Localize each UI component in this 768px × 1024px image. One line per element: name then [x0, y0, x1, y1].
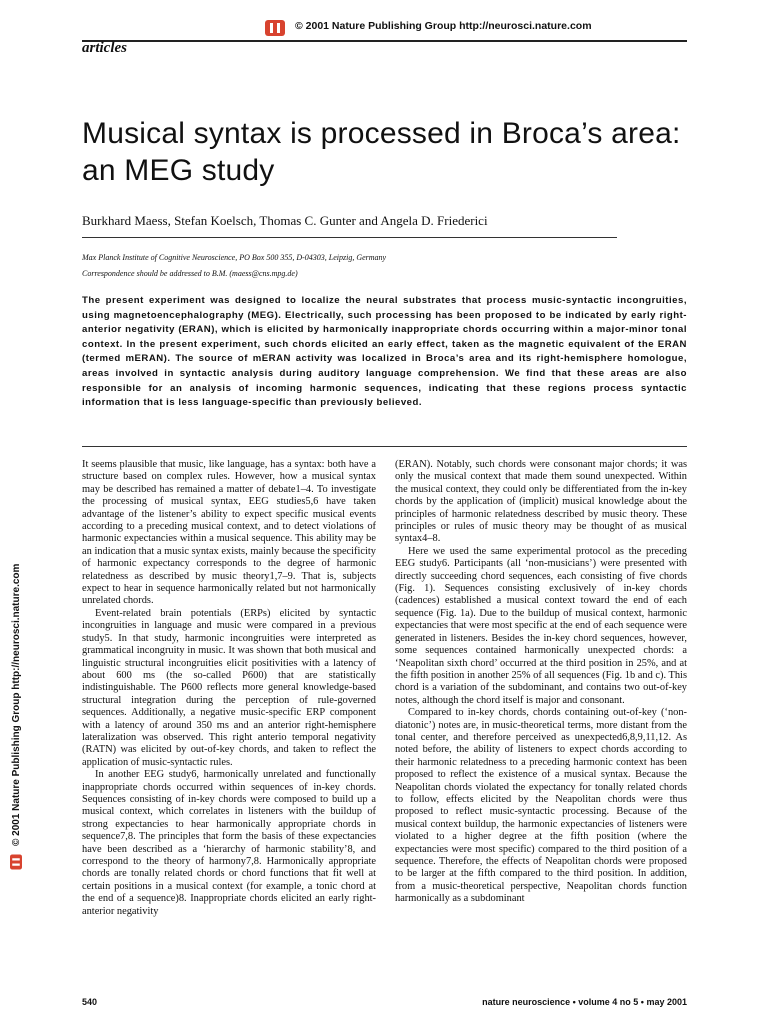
paragraph: Compared to in-key chords, chords containing out-of-key (‘non-diatonic’) notes are, in music-theoretical terms, more distant from the tonal center, and therefore perceived as unexpected6,8,9,11,12. As noted before, the ability of listeners to expect chords according to their harmonic relatedness to a preceding harmonic context has been proposed to reflect the existence of a musical syntax. Because the Neapolitan chords violated the expectancy for tonally related chords to follow, effects elicited by the Neapolitan chords were thus proposed to reflect music-syntactic processing. Because of the musical context buildup, the harmonic expectancies of listeners were violated to a higher degree at the fifth position (where the expectancies were most specific) compared to the third position of a sequence. Therefore, the effects of Neapolitan chords were proposed to be larger at the fifth compared to the third position. In addition, from a music-theoretical perspective, Neapolitan chords function harmonically as a subdominant: [395, 707, 687, 905]
affiliation-block: [82, 250, 386, 282]
body-column-left: [82, 459, 376, 918]
journal-footer: nature neuroscience • volume 4 no 5 • may 2001: [482, 997, 687, 1007]
paragraph: (ERAN). Notably, such chords were consonant major chords; it was only the musical context that made them sound unexpected. Within the musical context, they could only be differentiated from the in-key chords by the application of (implicit) musical knowledge about the principles of harmonic relatedness described by music theory. These principles or rules of music theory may be thought of as musical syntax4–8.: [395, 459, 687, 545]
body-column-right: [395, 459, 687, 906]
side-copyright: [10, 564, 22, 870]
npg-logo-small-icon: [10, 854, 22, 870]
header-rule: [82, 40, 687, 42]
paragraph: In another EEG study6, harmonically unrelated and functionally inappropriate chords occurred within sequences of in-key chords. Sequences consisting of in-key chords were composed to build up a musical context, which correlates in listeners with the buildup of strong expectancies to hear harmonically appropriate chords in sequence7,8. The principles that form the basis of these expectancies have been described as a ‘hierarchy of harmonic stability’8, and correspond to the theory of harmony7,8. Harmonically appropriate chords are tonally related chords or chord functions that fit well at certain positions in a musical context (for example, a tonic chord at the end of a sequence)8. Inappropriate chords elicited an early right-anterior negativity: [82, 769, 376, 917]
abstract: The present experiment was designed to localize the neural substrates that process music-syntactic incongruities, using magnetoencephalography (MEG). Electrically, such processing has been proposed to be indicated by early right-anterior negativity (ERAN), which is elicited by harmonically inappropriate chords occurring within a major-minor tonal context. In the present experiment, such chords elicited an early effect, taken as the magnetic equivalent of the ERAN (termed mERAN). The source of mERAN activity was localized in Broca’s area and its right-hemisphere homologue, areas involved in syntactic analysis during auditory language comprehension. We find that these areas are also responsible for an analysis of incoming harmonic sequences, indicating that these regions process syntactic information that is less language-specific than previously believed.: [82, 295, 687, 409]
copyright-line: © 2001 Nature Publishing Group http://neurosci.nature.com: [295, 20, 592, 32]
paragraph: It seems plausible that music, like language, has a syntax: both have a structure based on complex rules. However, how a musical syntax may be described has remained a matter of debate1–4. To investigate the processing of musical syntax, EEG studies5,6 have taken advantage of the listener’s ability to expect specific musical events according to a preceding musical context, and to detect violations of harmonic expectancies within a musical sequence. This ability may be an indication that a music syntax exists, mainly because the specificity of harmonic expectancy corresponds to the degree of harmonic relatedness as described by music theory1,7–9. That is, subjects expect to hear in sequence harmonically related but not harmonically unrelated chords.: [82, 459, 376, 607]
author-rule: [82, 237, 617, 238]
paragraph: Here we used the same experimental protocol as the preceding EEG study6. Participants (all ‘non-musicians’) were presented with directly succeeding chord sequences, each consisting of five chords (Fig. 1). Sequences consisting exclusively of in-key chords (cadences) established a musical context toward the end of each sequence (Fig. 1a). Due to the buildup of musical context, harmonic expectancies that were most specific at the end of each sequence were generated in listeners. Besides the in-key chord sequences, however, some sequences contained harmonically unexpected chords: a ‘Neapolitan sixth chord’ occurred at the third position in 25%, and at the fifth position in another 25% of all sequences (Fig. 1b and c). This chord is a variation of the subdominant, and contains two out-of-key notes, although the chord itself is major and consonant.: [395, 545, 687, 706]
section-label: articles: [82, 40, 127, 56]
side-copyright-text: © 2001 Nature Publishing Group http://neurosci.nature.com: [10, 563, 22, 846]
author-list: Burkhard Maess, Stefan Koelsch, Thomas C. Gunter and Angela D. Friederici: [82, 213, 488, 228]
paragraph: Event-related brain potentials (ERPs) elicited by syntactic incongruities in language and music were compared in a previous study5. In that study, harmonic incongruities were interpreted as grammatical incongruity in music. It was shown that both musical and linguistic structural incongruities elicit positivities with a latency of about 600 ms (the so-called P600) that are statistically indistinguishable. The P600 reflects more general knowledge-based structural integration during the perception of rule-governed sequences. Additionally, a negative music-specific ERP component with a latency of around 350 ms and an anterior right-hemisphere lateralization was observed. This right anterio temporal negativity (RATN) was elicited by out-of-key chords, and taken to reflect the application of music-syntactic rules.: [82, 607, 376, 768]
correspondence: Correspondence should be addressed to B.M. (maess@cns.mpg.de): [82, 269, 298, 278]
article-title: Musical syntax is processed in Broca’s area: an MEG study: [82, 117, 681, 187]
npg-logo-icon: [265, 20, 285, 36]
affiliation: Max Planck Institute of Cognitive Neuroscience, PO Box 500 355, D-04303, Leipzig, Germany: [82, 253, 387, 262]
abstract-rule: [82, 446, 687, 447]
page-number: 540: [82, 997, 98, 1007]
